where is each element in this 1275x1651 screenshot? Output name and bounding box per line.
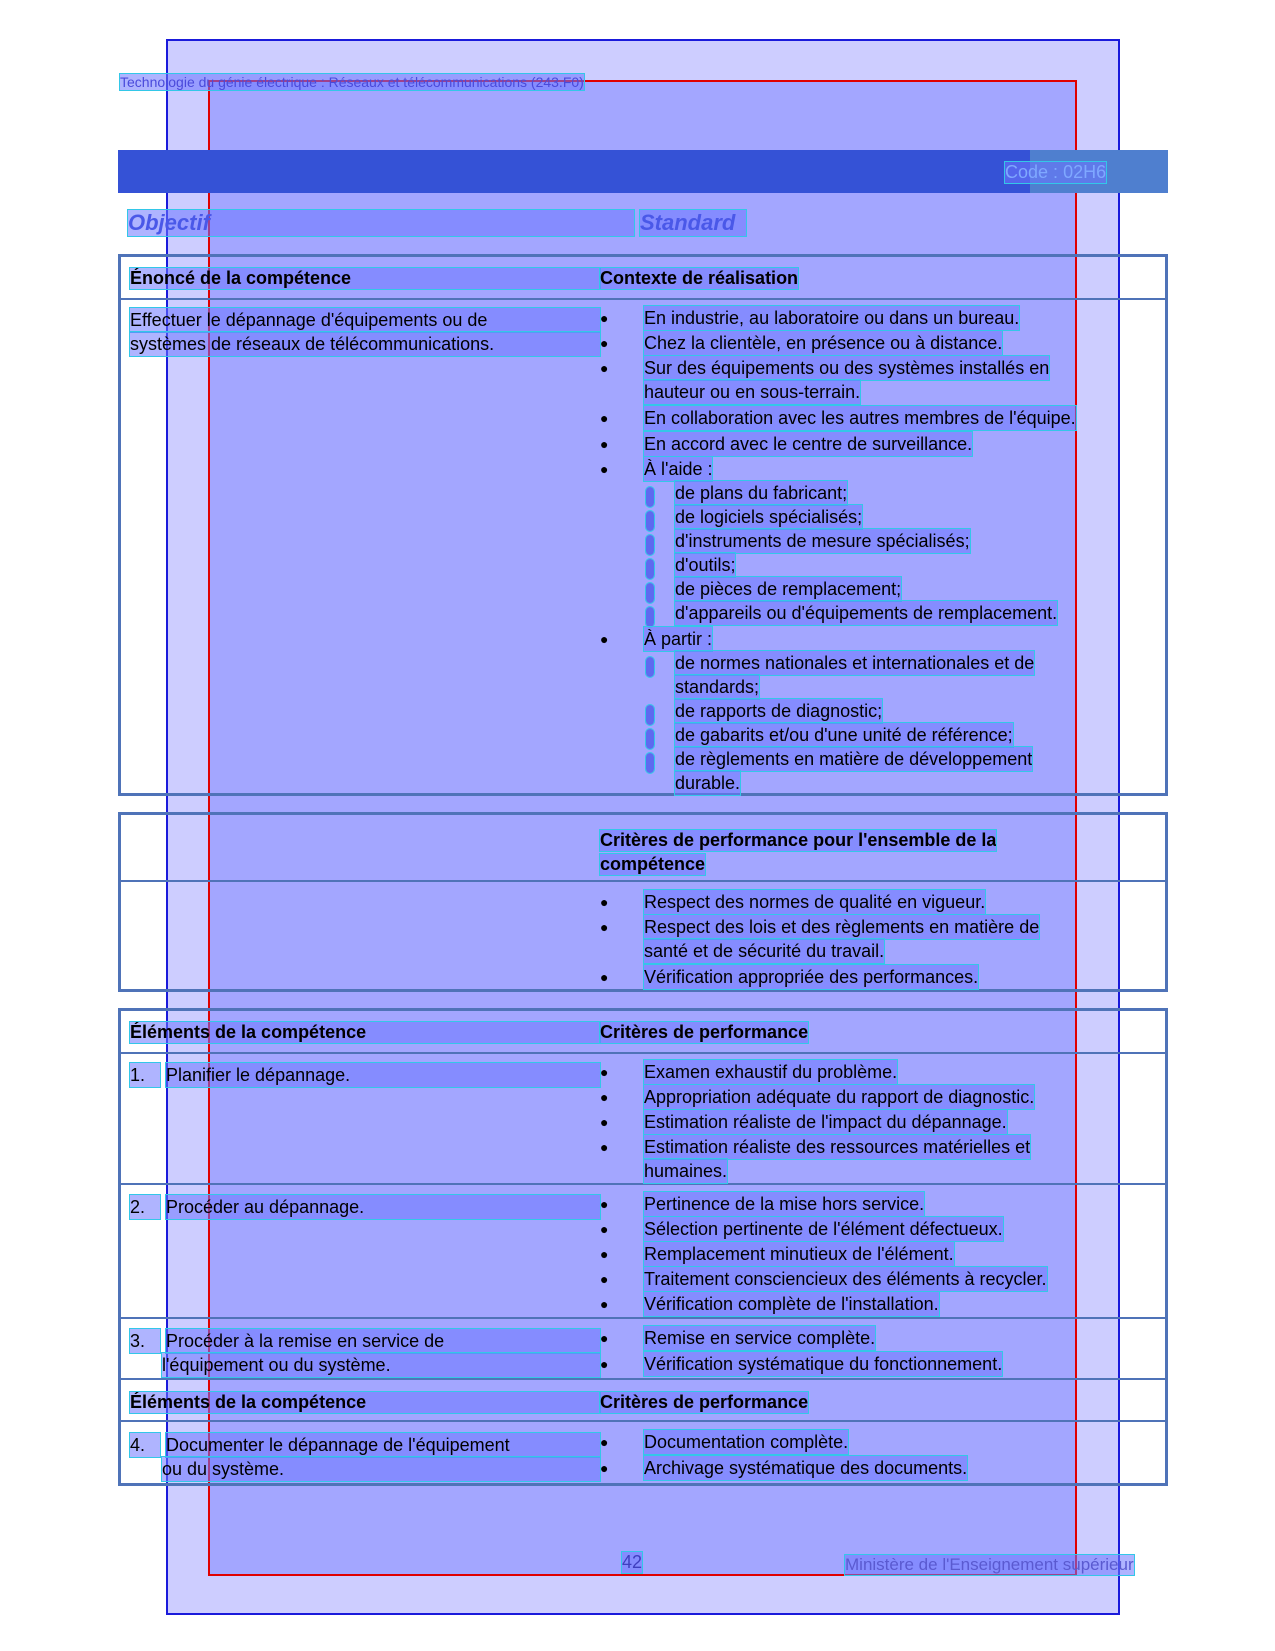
bullet-icon: ● <box>600 1356 609 1372</box>
bullet-icon: ● <box>600 461 609 477</box>
criteres-ensemble-header: compétence <box>600 854 706 874</box>
element-text: ou du système. <box>162 1457 600 1481</box>
bullet-icon: ● <box>600 410 609 426</box>
list-item: Respect des normes de qualité en vigueur. <box>644 892 986 912</box>
sub-list-item: d'appareils ou d'équipements de remplacement. <box>675 603 1058 623</box>
sub-list-item: de gabarits et/ou d'une unité de référence; <box>675 725 1013 745</box>
sub-list-item: de pièces de remplacement; <box>675 579 902 599</box>
criteria-item: Traitement consciencieux des éléments à recycler. <box>644 1269 1047 1289</box>
list-item: À partir : <box>644 629 713 649</box>
bullet-icon: ● <box>600 919 609 935</box>
sub-bullet-icon <box>646 657 654 677</box>
bullet-icon: ● <box>600 1460 609 1476</box>
list-item: Sur des équipements ou des systèmes installés en <box>644 358 1050 378</box>
sub-list-item: de normes nationales et internationales et de <box>675 653 1035 673</box>
element-text: Planifier le dépannage. <box>166 1063 600 1087</box>
bullet-icon: ● <box>600 969 609 985</box>
bullet-icon: ● <box>600 1296 609 1312</box>
criteres-ensemble-header: Critères de performance pour l'ensemble de la <box>600 830 997 850</box>
objectif-title: Objectif <box>128 210 634 236</box>
sub-list-item: d'outils; <box>675 555 736 575</box>
standard-title: Standard <box>640 210 746 236</box>
criteria-item: Estimation réaliste de l'impact du dépannage. <box>644 1112 1007 1132</box>
bullet-icon: ● <box>600 1139 609 1155</box>
element-number: 1. <box>130 1063 160 1087</box>
sub-list-item: de plans du fabricant; <box>675 483 848 503</box>
code-value: 02H6 <box>1063 162 1107 182</box>
list-item: En industrie, au laboratoire ou dans un bureau. <box>644 308 1020 328</box>
bullet-icon: ● <box>600 1434 609 1450</box>
bullet-icon: ● <box>600 1271 609 1287</box>
elements-header: Éléments de la compétence <box>130 1392 600 1413</box>
sub-list-item: durable. <box>675 773 741 793</box>
divider <box>118 1183 1168 1185</box>
sub-list-item: standards; <box>675 677 760 697</box>
bullet-icon: ● <box>600 894 609 910</box>
element-text: Procéder à la remise en service de <box>166 1329 600 1353</box>
criteria-item: Estimation réaliste des ressources matérielles et <box>644 1137 1031 1157</box>
bullet-icon: ● <box>600 335 609 351</box>
sub-bullet-icon <box>646 729 654 749</box>
enonce-header: Énoncé de la compétence <box>130 268 600 289</box>
sub-bullet-icon <box>646 607 654 627</box>
bullet-icon: ● <box>600 1196 609 1212</box>
sub-bullet-icon <box>646 583 654 603</box>
criteria-item: Documentation complète. <box>644 1432 849 1452</box>
criteria-item: Remise en service complète. <box>644 1328 876 1348</box>
list-item: Vérification appropriée des performances. <box>644 967 979 987</box>
element-number: 4. <box>130 1433 160 1457</box>
sub-list-item: de règlements en matière de développement <box>675 749 1033 769</box>
bullet-icon: ● <box>600 1064 609 1080</box>
sub-list-item: de logiciels spécialisés; <box>675 507 863 527</box>
criteria-item: Examen exhaustif du problème. <box>644 1062 898 1082</box>
bullet-icon: ● <box>600 360 609 376</box>
page-number: 42 <box>622 1552 643 1572</box>
contexte-header: Contexte de réalisation <box>600 268 799 288</box>
list-item: Chez la clientèle, en présence ou à distance. <box>644 333 1003 353</box>
criteria-item: Vérification systématique du fonctionnement. <box>644 1354 1003 1374</box>
criteres-header: Critères de performance <box>600 1392 809 1412</box>
criteres-header: Critères de performance <box>600 1022 809 1042</box>
criteria-item: Pertinence de la mise hors service. <box>644 1194 925 1214</box>
sub-bullet-icon <box>646 487 654 507</box>
criteria-item: Sélection pertinente de l'élément défectueux. <box>644 1219 1003 1239</box>
sub-bullet-icon <box>646 705 654 725</box>
divider <box>118 880 1168 882</box>
bullet-icon: ● <box>600 1246 609 1262</box>
sub-bullet-icon <box>646 559 654 579</box>
list-item: En collaboration avec les autres membres de l'équipe. <box>644 408 1076 428</box>
bullet-icon: ● <box>600 1114 609 1130</box>
divider <box>118 1317 1168 1319</box>
element-number: 3. <box>130 1329 160 1353</box>
bullet-icon: ● <box>600 310 609 326</box>
element-text: l'équipement ou du système. <box>162 1353 600 1377</box>
bullet-icon: ● <box>600 631 609 647</box>
program-header: Technologie du génie électrique : Réseaux et télécommunications (243.F0) <box>120 74 584 90</box>
code-label: Code : <box>1005 162 1059 182</box>
criteria-item: Appropriation adéquate du rapport de diagnostic. <box>644 1087 1035 1107</box>
sub-bullet-icon <box>646 535 654 555</box>
criteria-item: humaines. <box>644 1161 728 1181</box>
competency-code <box>1005 162 1106 183</box>
criteria-item: Remplacement minutieux de l'élément. <box>644 1244 954 1264</box>
enonce-line: systèmes de réseaux de télécommunications. <box>130 332 600 356</box>
divider <box>118 1420 1168 1422</box>
divider <box>118 1378 1168 1380</box>
sub-bullet-icon <box>646 753 654 773</box>
divider <box>118 1052 1168 1054</box>
list-item: santé et de sécurité du travail. <box>644 941 885 961</box>
sub-list-item: d'instruments de mesure spécialisés; <box>675 531 970 551</box>
list-item: À l'aide : <box>644 459 713 479</box>
criteria-item: Vérification complète de l'installation. <box>644 1294 939 1314</box>
bullet-icon: ● <box>600 1221 609 1237</box>
divider <box>118 298 1168 300</box>
list-item: En accord avec le centre de surveillance. <box>644 434 973 454</box>
element-text: Documenter le dépannage de l'équipement <box>166 1433 600 1457</box>
sub-list-item: de rapports de diagnostic; <box>675 701 883 721</box>
enonce-line: Effectuer le dépannage d'équipements ou de <box>130 308 600 332</box>
footer-ministry: Ministère de l'Enseignement supérieur <box>845 1555 1134 1574</box>
criteria-item: Archivage systématique des documents. <box>644 1458 968 1478</box>
sub-bullet-icon <box>646 511 654 531</box>
element-text: Procéder au dépannage. <box>166 1195 600 1219</box>
list-item: Respect des lois et des règlements en matière de <box>644 917 1040 937</box>
element-number: 2. <box>130 1195 160 1219</box>
list-item: hauteur ou en sous-terrain. <box>644 382 861 402</box>
bullet-icon: ● <box>600 1330 609 1346</box>
bullet-icon: ● <box>600 436 609 452</box>
elements-header: Éléments de la compétence <box>130 1022 600 1043</box>
bullet-icon: ● <box>600 1089 609 1105</box>
